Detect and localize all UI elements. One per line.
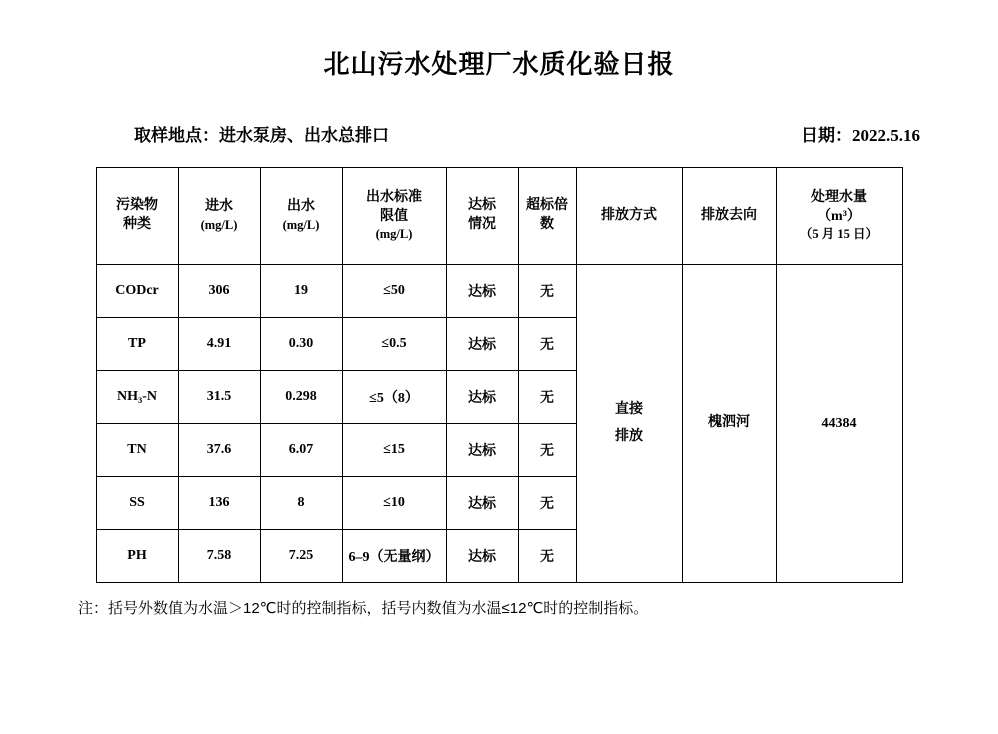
cell-outflow: 0.298 (260, 371, 342, 424)
header-standard-unit: (mg/L) (375, 227, 413, 242)
cell-compliance: 达标 (446, 371, 518, 424)
header-compliance-line2: 情况 (468, 217, 496, 232)
header-inflow (178, 168, 260, 265)
cell-pollutant: TP (96, 318, 178, 371)
meta-row (0, 121, 998, 145)
cell-compliance: 达标 (446, 265, 518, 318)
header-standard-line2: 限值 (380, 208, 408, 224)
header-discharge-destination: 排放去向 (682, 168, 776, 265)
report-page (0, 44, 998, 734)
cell-exceed: 无 (518, 530, 576, 583)
cell-inflow: 7.58 (178, 530, 260, 583)
cell-standard: ≤0.5 (342, 318, 446, 371)
cell-outflow: 0.30 (260, 318, 342, 371)
header-treated-volume (776, 168, 902, 265)
table-body (96, 265, 902, 583)
cell-discharge-mode (576, 265, 682, 583)
cell-compliance: 达标 (446, 424, 518, 477)
cell-exceed: 无 (518, 424, 576, 477)
cell-compliance: 达标 (446, 318, 518, 371)
discharge-mode-line2: 排放 (615, 428, 643, 444)
header-standard-line1: 出水标准 (366, 189, 422, 205)
header-compliance-line1: 达标 (468, 198, 496, 214)
header-volume-line1: 处理水量 (811, 189, 867, 205)
header-outflow (260, 168, 342, 265)
cell-compliance: 达标 (446, 530, 518, 583)
header-volume-line2: （m³） (817, 208, 861, 224)
cell-standard: ≤10 (342, 477, 446, 530)
cell-discharge-destination: 槐泗河 (682, 265, 776, 583)
footnote: 注：括号外数值为水温＞12℃时的控制指标，括号内数值为水温≤12℃时的控制指标。 (78, 600, 649, 617)
cell-pollutant: TN (96, 424, 178, 477)
header-standard-limit (342, 168, 446, 265)
header-discharge-mode: 排放方式 (576, 168, 682, 265)
cell-standard: ≤5（8） (342, 371, 446, 424)
cell-exceed: 无 (518, 318, 576, 371)
header-exceed-multiple (518, 168, 576, 265)
table-header-row (96, 168, 902, 265)
page-title: 北山污水处理厂水质化验日报 (323, 50, 675, 79)
cell-compliance: 达标 (446, 477, 518, 530)
cell-inflow: 306 (178, 265, 260, 318)
cell-pollutant: PH (96, 530, 178, 583)
cell-exceed: 无 (518, 371, 576, 424)
cell-inflow: 4.91 (178, 318, 260, 371)
cell-outflow: 6.07 (260, 424, 342, 477)
cell-standard: ≤15 (342, 424, 446, 477)
header-exceed-line2: 数 (540, 217, 554, 232)
table-row (96, 265, 902, 318)
cell-outflow: 8 (260, 477, 342, 530)
cell-pollutant: NH₃-N (96, 371, 178, 424)
cell-standard: ≤50 (342, 265, 446, 318)
cell-outflow: 7.25 (260, 530, 342, 583)
cell-exceed: 无 (518, 477, 576, 530)
report-date: 日期：2022.5.16 (801, 126, 920, 145)
cell-exceed: 无 (518, 265, 576, 318)
cell-standard: 6–9（无量纲） (342, 530, 446, 583)
header-outflow-line1: 出水 (287, 199, 315, 215)
header-pollutant-line1: 污染物 (116, 198, 158, 214)
header-compliance (446, 168, 518, 265)
cell-pollutant: SS (96, 477, 178, 530)
cell-inflow: 136 (178, 477, 260, 530)
header-inflow-unit: (mg/L) (200, 218, 238, 232)
cell-treated-volume: 44384 (776, 265, 902, 583)
header-outflow-unit: (mg/L) (282, 218, 320, 232)
header-exceed-line1: 超标倍 (526, 198, 568, 214)
sampling-location: 取样地点：进水泵房、出水总排口 (134, 126, 389, 145)
water-quality-table (96, 167, 903, 583)
header-inflow-line1: 进水 (205, 199, 233, 215)
cell-inflow: 31.5 (178, 371, 260, 424)
header-pollutant (96, 168, 178, 265)
cell-inflow: 37.6 (178, 424, 260, 477)
header-pollutant-line2: 种类 (123, 217, 151, 232)
discharge-mode-line1: 直接 (615, 401, 643, 417)
header-volume-line3: （5 月 15 日） (799, 227, 879, 242)
cell-pollutant: CODcr (96, 265, 178, 318)
cell-outflow: 19 (260, 265, 342, 318)
